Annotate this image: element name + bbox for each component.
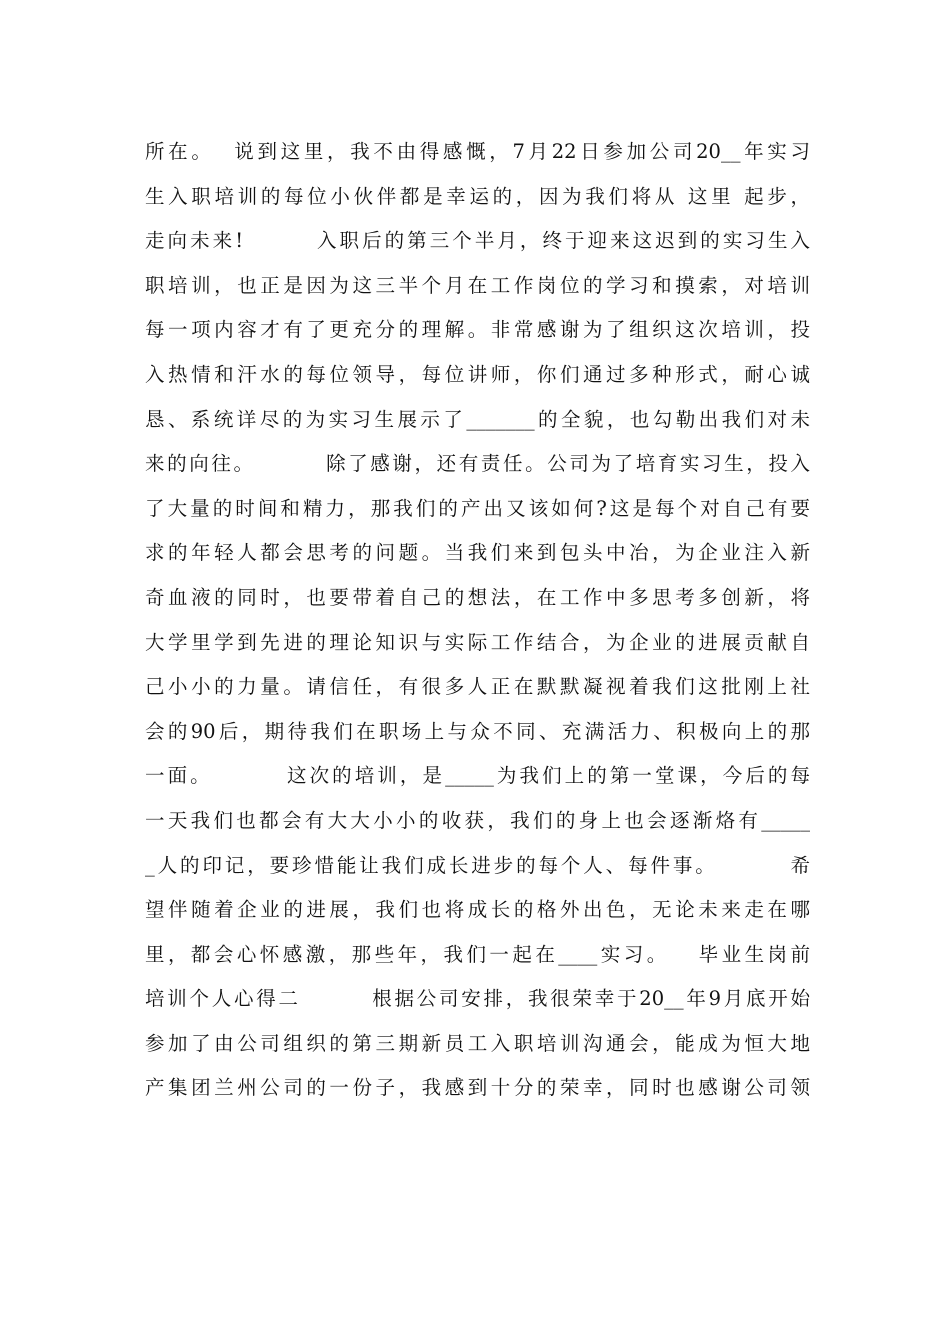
text-line: 一面。 这次的培训，是_____为我们上的第一堂课，今后的每	[145, 764, 810, 788]
text-line: 来的向往。 除了感谢，还有责任。公司为了培育实习生，投入	[145, 452, 810, 476]
text-line: 产集团兰州公司的一份子，我感到十分的荣幸，同时也感谢公司领	[145, 1076, 810, 1100]
text-line: _人的印记，要珍惜能让我们成长进步的每个人、每件事。 希	[145, 853, 810, 877]
text-line: 了大量的时间和精力，那我们的产出又该如何?这是每个对自己有要	[145, 496, 810, 520]
text-line: 每一项内容才有了更充分的理解。非常感谢为了组织这次培训，投	[145, 318, 810, 342]
text-line: 参加了由公司组织的第三期新员工入职培训沟通会，能成为恒大地	[145, 1031, 810, 1055]
text-line: 所在。 说到这里，我不由得感慨，7月22日参加公司20__年实习	[145, 140, 810, 163]
text-line: 里，都会心怀感激，那些年，我们一起在____实习。 毕业生岗前	[145, 942, 810, 966]
text-line: 生入职培训的每位小伙伴都是幸运的，因为我们将从 这里 起步，	[145, 184, 810, 208]
body-paragraph	[145, 133, 810, 1114]
text-line: 职培训，也正是因为这三半个月在工作岗位的学习和摸索，对培训	[145, 273, 810, 297]
text-line: 望伴随着企业的进展，我们也将成长的格外出色，无论未来走在哪	[145, 898, 810, 922]
text-line: 恳、系统详尽的为实习生展示了_______的全貌，也勾勒出我们对未	[145, 407, 810, 431]
text-line: 走向未来! 入职后的第三个半月，终于迎来这迟到的实习生入	[145, 229, 810, 253]
text-line: 一天我们也都会有大大小小的收获，我们的身上也会逐渐烙有_____	[145, 808, 810, 832]
text-line: 培训个人心得二 根据公司安排，我很荣幸于20__年9月底开始	[145, 987, 810, 1011]
text-line: 求的年轻人都会思考的问题。当我们来到包头中冶，为企业注入新	[145, 541, 810, 565]
text-line: 会的90后，期待我们在职场上与众不同、充满活力、积极向上的那	[145, 719, 810, 743]
text-line: 奇血液的同时，也要带着自己的想法，在工作中多思考多创新，将	[145, 585, 810, 609]
text-line: 大学里学到先进的理论知识与实际工作结合，为企业的进展贡献自	[145, 630, 810, 654]
text-line: 入热情和汗水的每位领导，每位讲师，你们通过多种形式，耐心诚	[145, 362, 810, 386]
text-line: 己小小的力量。请信任，有很多人正在默默凝视着我们这批刚上社	[145, 675, 810, 699]
